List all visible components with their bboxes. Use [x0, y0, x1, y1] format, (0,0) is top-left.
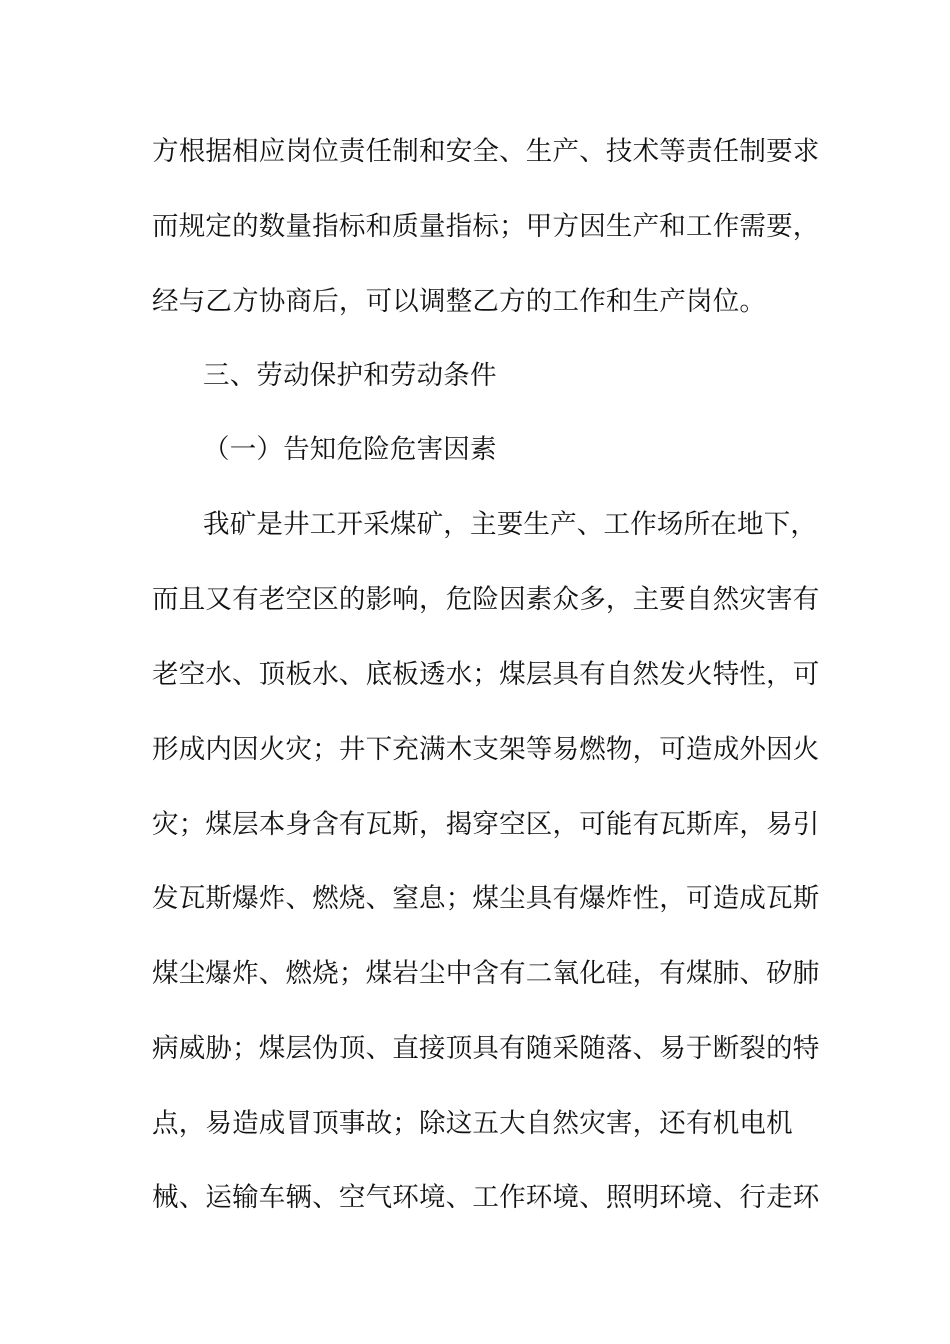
section-heading: 三、劳动保护和劳动条件	[203, 360, 497, 391]
subsection-heading: （一）告知危险危害因素	[203, 434, 497, 465]
paragraph-line: 灾；煤层本身含有瓦斯，揭穿空区，可能有瓦斯库，易引	[152, 809, 820, 840]
paragraph-line: 病威胁；煤层伪顶、直接顶具有随采随落、易于断裂的特	[152, 1033, 820, 1064]
paragraph-line: 经与乙方协商后，可以调整乙方的工作和生产岗位。	[152, 286, 767, 317]
paragraph-line: 方根据相应岗位责任制和安全、生产、技术等责任制要求	[152, 136, 820, 167]
paragraph-line: 而规定的数量指标和质量指标；甲方因生产和工作需要，	[152, 211, 820, 242]
paragraph-line: 点，易造成冒顶事故；除这五大自然灾害，还有机电机	[152, 1108, 793, 1139]
paragraph-line: 老空水、顶板水、底板透水；煤层具有自然发火特性，可	[152, 659, 820, 690]
paragraph-line: 发瓦斯爆炸、燃烧、窒息；煤尘具有爆炸性，可造成瓦斯	[152, 883, 820, 914]
paragraph-line: 煤尘爆炸、燃烧；煤岩尘中含有二氧化硅，有煤肺、矽肺	[152, 958, 820, 989]
paragraph-line: 而且又有老空区的影响，危险因素众多，主要自然灾害有	[152, 584, 820, 615]
paragraph-line: 我矿是井工开采煤矿，主要生产、工作场所在地下，	[203, 509, 818, 540]
paragraph-line: 械、运输车辆、空气环境、工作环境、照明环境、行走环	[152, 1182, 820, 1213]
paragraph-line: 形成内因火灾；井下充满木支架等易燃物，可造成外因火	[152, 734, 820, 765]
